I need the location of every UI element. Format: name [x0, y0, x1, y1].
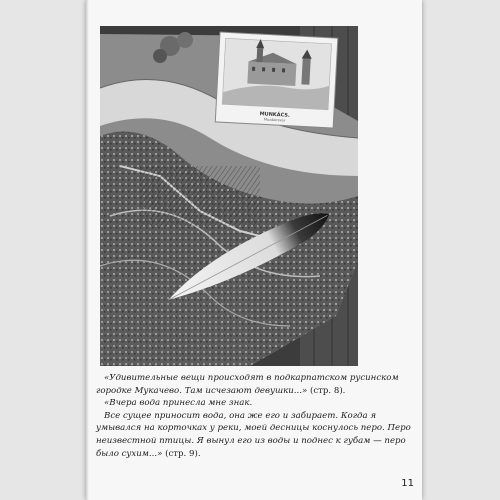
engraving-map-icon	[100, 26, 358, 366]
quote-text: «Удивительные вещи происходят в подкарпатском русинском городке Мукачево. Там исчезают девушки...»	[96, 373, 399, 396]
page-reference: (стр. 9).	[162, 448, 201, 459]
postcard-subcaption: Munkácsvár	[263, 117, 286, 123]
postcard-caption: MUNKÁCS.	[259, 111, 290, 119]
page-reference: (стр. 8).	[307, 385, 346, 396]
paragraph-quote-2	[96, 397, 414, 410]
page-gutter	[86, 0, 89, 500]
paragraph-quote-3	[96, 410, 414, 460]
paragraph-quote-1	[96, 372, 414, 397]
book-illustration	[100, 26, 358, 366]
quote-text: «Вчера вода принесла мне знак.	[104, 398, 253, 409]
quote-text: Все сущее приносит вода, она же его и забирает. Когда я умывался на корточках у реки, моей десницы коснулось перо. Перо неизвестной птицы. Я вынул его из воды и поднес к губам — перо было сухим...»	[96, 410, 411, 459]
page-number: 11	[401, 478, 414, 489]
body-text	[96, 372, 414, 460]
